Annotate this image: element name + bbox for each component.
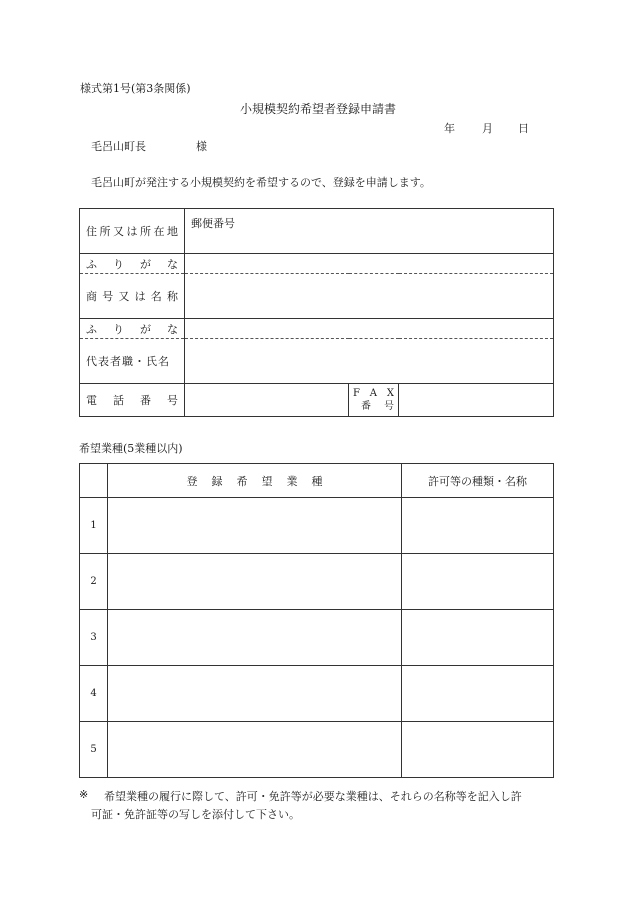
furigana-label-cell bbox=[80, 254, 185, 274]
phone-label-char: 電 bbox=[86, 394, 97, 407]
footnote-line-1: 希望業種の履行に際して、許可・免許等が必要な業種は、それらの名称等を記入し許 bbox=[104, 790, 522, 803]
industry-field[interactable] bbox=[108, 666, 402, 722]
industry-field[interactable] bbox=[108, 498, 402, 554]
fax-label-top bbox=[353, 387, 394, 400]
fax-top-char: X bbox=[386, 388, 394, 399]
footnote-line-2: 可証・免許証等の写しを添付して下さい。 bbox=[91, 808, 300, 821]
addressee-suffix: 様 bbox=[196, 140, 207, 153]
header-blank-cell bbox=[80, 464, 108, 498]
address-label-char: 地 bbox=[167, 225, 178, 238]
registration-header-char: 登 bbox=[186, 474, 198, 488]
addressee: 毛呂山町長 bbox=[91, 140, 146, 153]
furigana-label-char: が bbox=[140, 257, 151, 271]
applicant-table bbox=[79, 208, 554, 417]
fax-top-char: F bbox=[353, 388, 360, 399]
address-label-char: 所 bbox=[99, 225, 111, 238]
form-title: 小規模契約希望者登録申請書 bbox=[240, 102, 397, 116]
address-label bbox=[80, 223, 184, 239]
company-label-char: 称 bbox=[166, 290, 178, 303]
address-label-char: は bbox=[126, 225, 138, 238]
fax-label bbox=[349, 387, 398, 413]
registration-header-char: 望 bbox=[261, 474, 273, 488]
company-label-char: は bbox=[134, 290, 146, 303]
company-name-label bbox=[80, 288, 184, 304]
industry-row bbox=[80, 666, 554, 722]
address-label-char: 住 bbox=[86, 225, 97, 238]
furigana-label-char: な bbox=[167, 257, 178, 271]
license-type-header: 許可等の種類・名称 bbox=[402, 464, 554, 498]
company-label-cell bbox=[80, 274, 185, 319]
phone-label-char: 番 bbox=[140, 394, 151, 407]
fax-bottom-char: 番 bbox=[361, 401, 371, 412]
postal-code-label: 郵便番号 bbox=[191, 217, 235, 230]
fax-field[interactable] bbox=[399, 384, 554, 417]
date-day-label: 日 bbox=[518, 122, 529, 135]
industry-row bbox=[80, 722, 554, 778]
address-field[interactable] bbox=[185, 209, 554, 254]
furigana-company-field[interactable] bbox=[185, 254, 554, 274]
row-number: 4 bbox=[80, 666, 108, 722]
address-label-char: 所 bbox=[140, 225, 151, 238]
form-number: 様式第1号(第3条関係) bbox=[80, 82, 191, 95]
fax-top-char: A bbox=[369, 388, 378, 399]
address-label-cell bbox=[80, 209, 185, 254]
registration-industry-label bbox=[108, 473, 401, 489]
industry-field[interactable] bbox=[108, 554, 402, 610]
industry-field[interactable] bbox=[108, 722, 402, 778]
industry-heading: 希望業種(5業種以内) bbox=[79, 442, 183, 455]
furigana-label-cell-2 bbox=[80, 319, 185, 339]
company-label-char: 又 bbox=[118, 290, 130, 303]
footnote-mark: ※ bbox=[79, 788, 89, 801]
phone-label-cell bbox=[80, 384, 185, 417]
license-field[interactable] bbox=[402, 498, 554, 554]
fax-bottom-char: 号 bbox=[384, 401, 394, 412]
address-label-char: 又 bbox=[113, 225, 124, 238]
row-number: 1 bbox=[80, 498, 108, 554]
company-label-char: 号 bbox=[102, 290, 114, 303]
phone-field[interactable] bbox=[185, 384, 349, 417]
registration-industry-header bbox=[108, 464, 402, 498]
industry-row bbox=[80, 554, 554, 610]
industry-table bbox=[79, 463, 554, 778]
phone-label-char: 話 bbox=[113, 394, 124, 407]
furigana-label-char: が bbox=[140, 322, 151, 336]
row-number: 3 bbox=[80, 610, 108, 666]
registration-header-char: 業 bbox=[286, 474, 298, 488]
company-label-char: 名 bbox=[150, 290, 162, 303]
fax-label-cell bbox=[349, 384, 399, 417]
address-label-char: 在 bbox=[153, 225, 165, 238]
furigana-label-char: り bbox=[113, 257, 124, 271]
registration-header-char: 録 bbox=[211, 474, 223, 488]
industry-row bbox=[80, 610, 554, 666]
date-month-label: 月 bbox=[482, 122, 493, 135]
registration-header-char: 種 bbox=[311, 474, 323, 488]
license-field[interactable] bbox=[402, 610, 554, 666]
registration-header-char: 希 bbox=[236, 474, 248, 488]
furigana-label-char: な bbox=[167, 322, 178, 336]
representative-label-cell bbox=[80, 339, 185, 384]
furigana-label-char: ふ bbox=[86, 322, 97, 336]
furigana-representative-field[interactable] bbox=[185, 319, 554, 339]
row-number: 2 bbox=[80, 554, 108, 610]
license-field[interactable] bbox=[402, 666, 554, 722]
intro-text: 毛呂山町が発注する小規模契約を希望するので、登録を申請します。 bbox=[91, 176, 431, 189]
company-name-field[interactable] bbox=[185, 274, 554, 319]
phone-label-char: 号 bbox=[167, 394, 178, 407]
furigana-label bbox=[80, 256, 184, 272]
furigana-label-char: り bbox=[113, 322, 124, 336]
industry-field[interactable] bbox=[108, 610, 402, 666]
phone-label bbox=[80, 392, 184, 408]
representative-label: 代表者職・氏名 bbox=[86, 355, 170, 368]
representative-field[interactable] bbox=[185, 339, 554, 384]
fax-label-bottom bbox=[353, 400, 394, 413]
industry-row bbox=[80, 498, 554, 554]
license-field[interactable] bbox=[402, 722, 554, 778]
furigana-label-2 bbox=[80, 321, 184, 337]
company-label-char: 商 bbox=[86, 290, 97, 303]
license-field[interactable] bbox=[402, 554, 554, 610]
row-number: 5 bbox=[80, 722, 108, 778]
furigana-label-char: ふ bbox=[86, 257, 97, 271]
date-year-label: 年 bbox=[444, 122, 455, 135]
